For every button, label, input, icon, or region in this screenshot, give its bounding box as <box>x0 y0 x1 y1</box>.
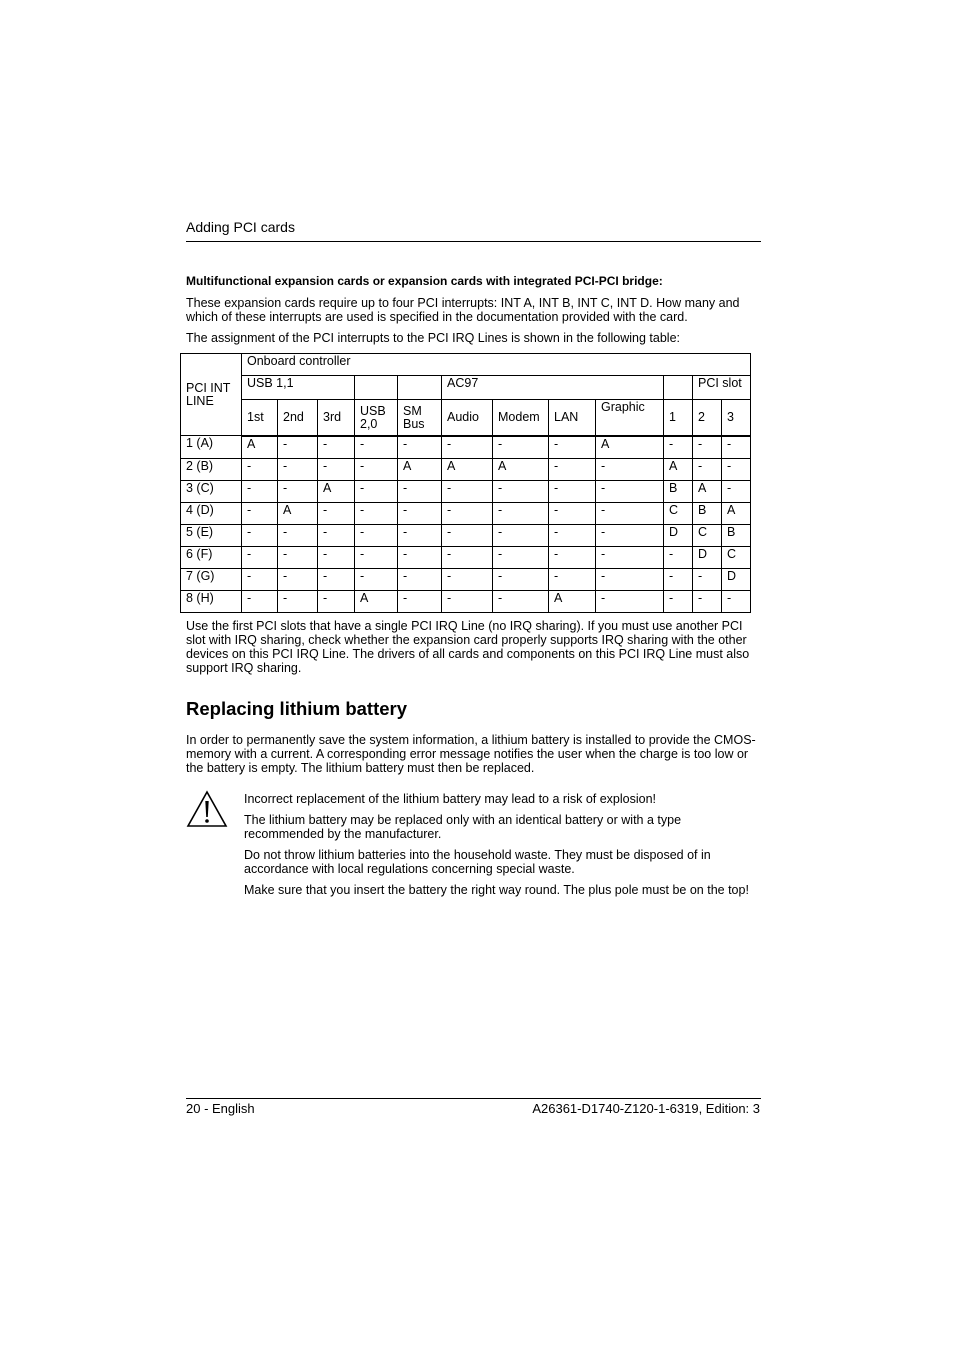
column-header: 3 <box>722 400 751 436</box>
table-cell: - <box>596 480 664 502</box>
ac97-header: AC97 <box>442 376 664 400</box>
table-cell: - <box>664 546 693 568</box>
table-cell: - <box>722 436 751 459</box>
table-cell: - <box>355 546 398 568</box>
table-cell: - <box>493 590 549 612</box>
section-heading: Replacing lithium battery <box>186 698 408 719</box>
table-cell: - <box>398 546 442 568</box>
table-cell: - <box>693 590 722 612</box>
table-cell: - <box>318 436 355 459</box>
table-cell: - <box>693 436 722 459</box>
table-cell: A <box>549 590 596 612</box>
warning-polarity: Make sure that you insert the battery the right way round. The plus pole must be on the top! <box>244 883 749 897</box>
table-cell: - <box>318 502 355 524</box>
table-cell: - <box>596 524 664 546</box>
table-cell: - <box>355 568 398 590</box>
table-cell: A <box>722 502 751 524</box>
table-corner-header: PCI INT LINE <box>181 354 242 436</box>
table-cell: - <box>398 568 442 590</box>
table-row <box>181 590 751 612</box>
table-cell: - <box>318 568 355 590</box>
table-cell: - <box>693 458 722 480</box>
table-cell: A <box>493 458 549 480</box>
table-cell: - <box>493 502 549 524</box>
blank-header-cell <box>398 376 442 400</box>
table-row <box>181 546 751 568</box>
table-cell: - <box>278 524 318 546</box>
table-cell: - <box>442 590 493 612</box>
table-cell: A <box>278 502 318 524</box>
table-cell: - <box>596 502 664 524</box>
table-row <box>181 568 751 590</box>
table-cell: - <box>442 546 493 568</box>
table-cell: - <box>242 590 278 612</box>
warning-identical-battery: The lithium battery may be replaced only with an identical battery or with a type recommended by the manufacturer. <box>244 813 682 841</box>
table-cell: D <box>664 524 693 546</box>
row-label: 4 (D) <box>181 502 242 524</box>
table-cell: - <box>278 458 318 480</box>
usb11-header: USB 1,1 <box>242 376 355 400</box>
pci-irq-table <box>180 353 751 613</box>
table-cell: - <box>722 480 751 502</box>
blank-header-cell <box>664 376 693 400</box>
paragraph-irq-sharing: Use the first PCI slots that have a single PCI IRQ Line (no IRQ sharing). If you must use another PCI slot with IRQ sharing, check whether the expansion card properly supports IRQ sharing with the other devices on this PCI IRQ Line. The drivers of all cards and components on this PCI IRQ Line must also support IRQ sharing. <box>186 619 750 675</box>
row-label: 8 (H) <box>181 590 242 612</box>
table-cell: - <box>596 546 664 568</box>
table-cell: - <box>318 590 355 612</box>
row-label: 5 (E) <box>181 524 242 546</box>
table-cell: - <box>398 436 442 459</box>
table-cell: - <box>549 480 596 502</box>
row-label: 3 (C) <box>181 480 242 502</box>
onboard-controller-header: Onboard controller <box>242 354 751 376</box>
column-header: 1 <box>664 400 693 436</box>
table-cell: - <box>549 458 596 480</box>
table-cell: B <box>664 480 693 502</box>
column-header: Graphic <box>596 400 664 436</box>
table-cell: - <box>442 524 493 546</box>
table-row <box>181 502 751 524</box>
column-header: 3rd <box>318 400 355 436</box>
table-cell: - <box>442 436 493 459</box>
table-row <box>181 458 751 480</box>
table-cell: - <box>664 436 693 459</box>
table-cell: D <box>722 568 751 590</box>
table-cell: - <box>596 590 664 612</box>
row-label: 6 (F) <box>181 546 242 568</box>
footer-rule <box>186 1098 761 1099</box>
footer-page-number: 20 - English <box>186 1101 255 1116</box>
column-header: 2 <box>693 400 722 436</box>
table-cell: - <box>355 458 398 480</box>
table-cell: - <box>278 436 318 459</box>
table-row <box>181 524 751 546</box>
paragraph-interrupts: These expansion cards require up to four PCI interrupts: INT A, INT B, INT C, INT D. How many and which of these interrupts are used is specified in the documentation provided with the card. <box>186 296 740 324</box>
table-cell: - <box>318 458 355 480</box>
column-header: SM Bus <box>398 400 442 436</box>
table-cell: - <box>493 524 549 546</box>
table-cell: A <box>398 458 442 480</box>
table-cell: - <box>242 546 278 568</box>
running-header: Adding PCI cards <box>186 219 295 235</box>
row-label: 2 (B) <box>181 458 242 480</box>
table-cell: - <box>278 546 318 568</box>
table-cell: A <box>318 480 355 502</box>
table-cell: - <box>398 524 442 546</box>
table-cell: - <box>549 436 596 459</box>
table-cell: - <box>278 590 318 612</box>
table-cell: A <box>242 436 278 459</box>
table-cell: - <box>549 568 596 590</box>
table-cell: - <box>242 480 278 502</box>
table-cell: - <box>278 568 318 590</box>
table-cell: B <box>722 524 751 546</box>
footer-document-id: A26361-D1740-Z120-1-6319, Edition: 3 <box>532 1101 760 1116</box>
table-cell: - <box>355 480 398 502</box>
table-cell: C <box>722 546 751 568</box>
table-cell: - <box>242 568 278 590</box>
table-cell: - <box>693 568 722 590</box>
table-cell: - <box>355 524 398 546</box>
table-cell: - <box>722 590 751 612</box>
column-header: USB 2,0 <box>355 400 398 436</box>
table-row <box>181 436 751 459</box>
table-cell: - <box>398 480 442 502</box>
table-row <box>181 480 751 502</box>
table-cell: - <box>355 436 398 459</box>
table-cell: - <box>549 546 596 568</box>
warning-explosion: Incorrect replacement of the lithium battery may lead to a risk of explosion! <box>244 792 656 806</box>
column-header: Audio <box>442 400 493 436</box>
table-cell: - <box>493 480 549 502</box>
column-header: 2nd <box>278 400 318 436</box>
table-cell: A <box>664 458 693 480</box>
table-cell: D <box>693 546 722 568</box>
table-cell: C <box>693 524 722 546</box>
column-header: Modem <box>493 400 549 436</box>
table-cell: - <box>242 524 278 546</box>
table-cell: - <box>664 590 693 612</box>
table-cell: - <box>493 546 549 568</box>
table-cell: A <box>442 458 493 480</box>
table-cell: - <box>318 546 355 568</box>
table-cell: - <box>242 458 278 480</box>
table-cell: - <box>398 590 442 612</box>
pci-slot-header: PCI slot <box>693 376 751 400</box>
subheading: Multifunctional expansion cards or expansion cards with integrated PCI-PCI bridge: <box>186 274 663 288</box>
table-cell: - <box>493 436 549 459</box>
column-header: 1st <box>242 400 278 436</box>
table-cell: - <box>355 502 398 524</box>
table-cell: - <box>278 480 318 502</box>
table-cell: - <box>493 568 549 590</box>
row-label: 1 (A) <box>181 436 242 459</box>
table-cell: - <box>664 568 693 590</box>
header-rule <box>186 241 761 242</box>
table-cell: A <box>693 480 722 502</box>
warning-disposal: Do not throw lithium batteries into the household waste. They must be disposed of in accordance with local regulations concerning special waste. <box>244 848 711 876</box>
table-cell: A <box>596 436 664 459</box>
table-cell: - <box>596 568 664 590</box>
table-cell: - <box>549 502 596 524</box>
table-cell: B <box>693 502 722 524</box>
table-cell: - <box>318 524 355 546</box>
blank-header-cell <box>355 376 398 400</box>
table-cell: C <box>664 502 693 524</box>
row-label: 7 (G) <box>181 568 242 590</box>
warning-triangle-icon <box>186 790 228 828</box>
table-cell: - <box>398 502 442 524</box>
table-cell: - <box>242 502 278 524</box>
paragraph-assignment: The assignment of the PCI interrupts to the PCI IRQ Lines is shown in the following table: <box>186 331 681 345</box>
table-cell: - <box>442 480 493 502</box>
table-cell: - <box>442 568 493 590</box>
table-cell: - <box>442 502 493 524</box>
paragraph-battery-intro: In order to permanently save the system information, a lithium battery is installed to provide the CMOS-memory with a current. A corresponding error message notifies the user when the charge is too low or the battery is empty. The lithium battery must then be replaced. <box>186 733 756 775</box>
column-header: LAN <box>549 400 596 436</box>
table-cell: - <box>549 524 596 546</box>
table-cell: A <box>355 590 398 612</box>
table-cell: - <box>722 458 751 480</box>
table-cell: - <box>596 458 664 480</box>
